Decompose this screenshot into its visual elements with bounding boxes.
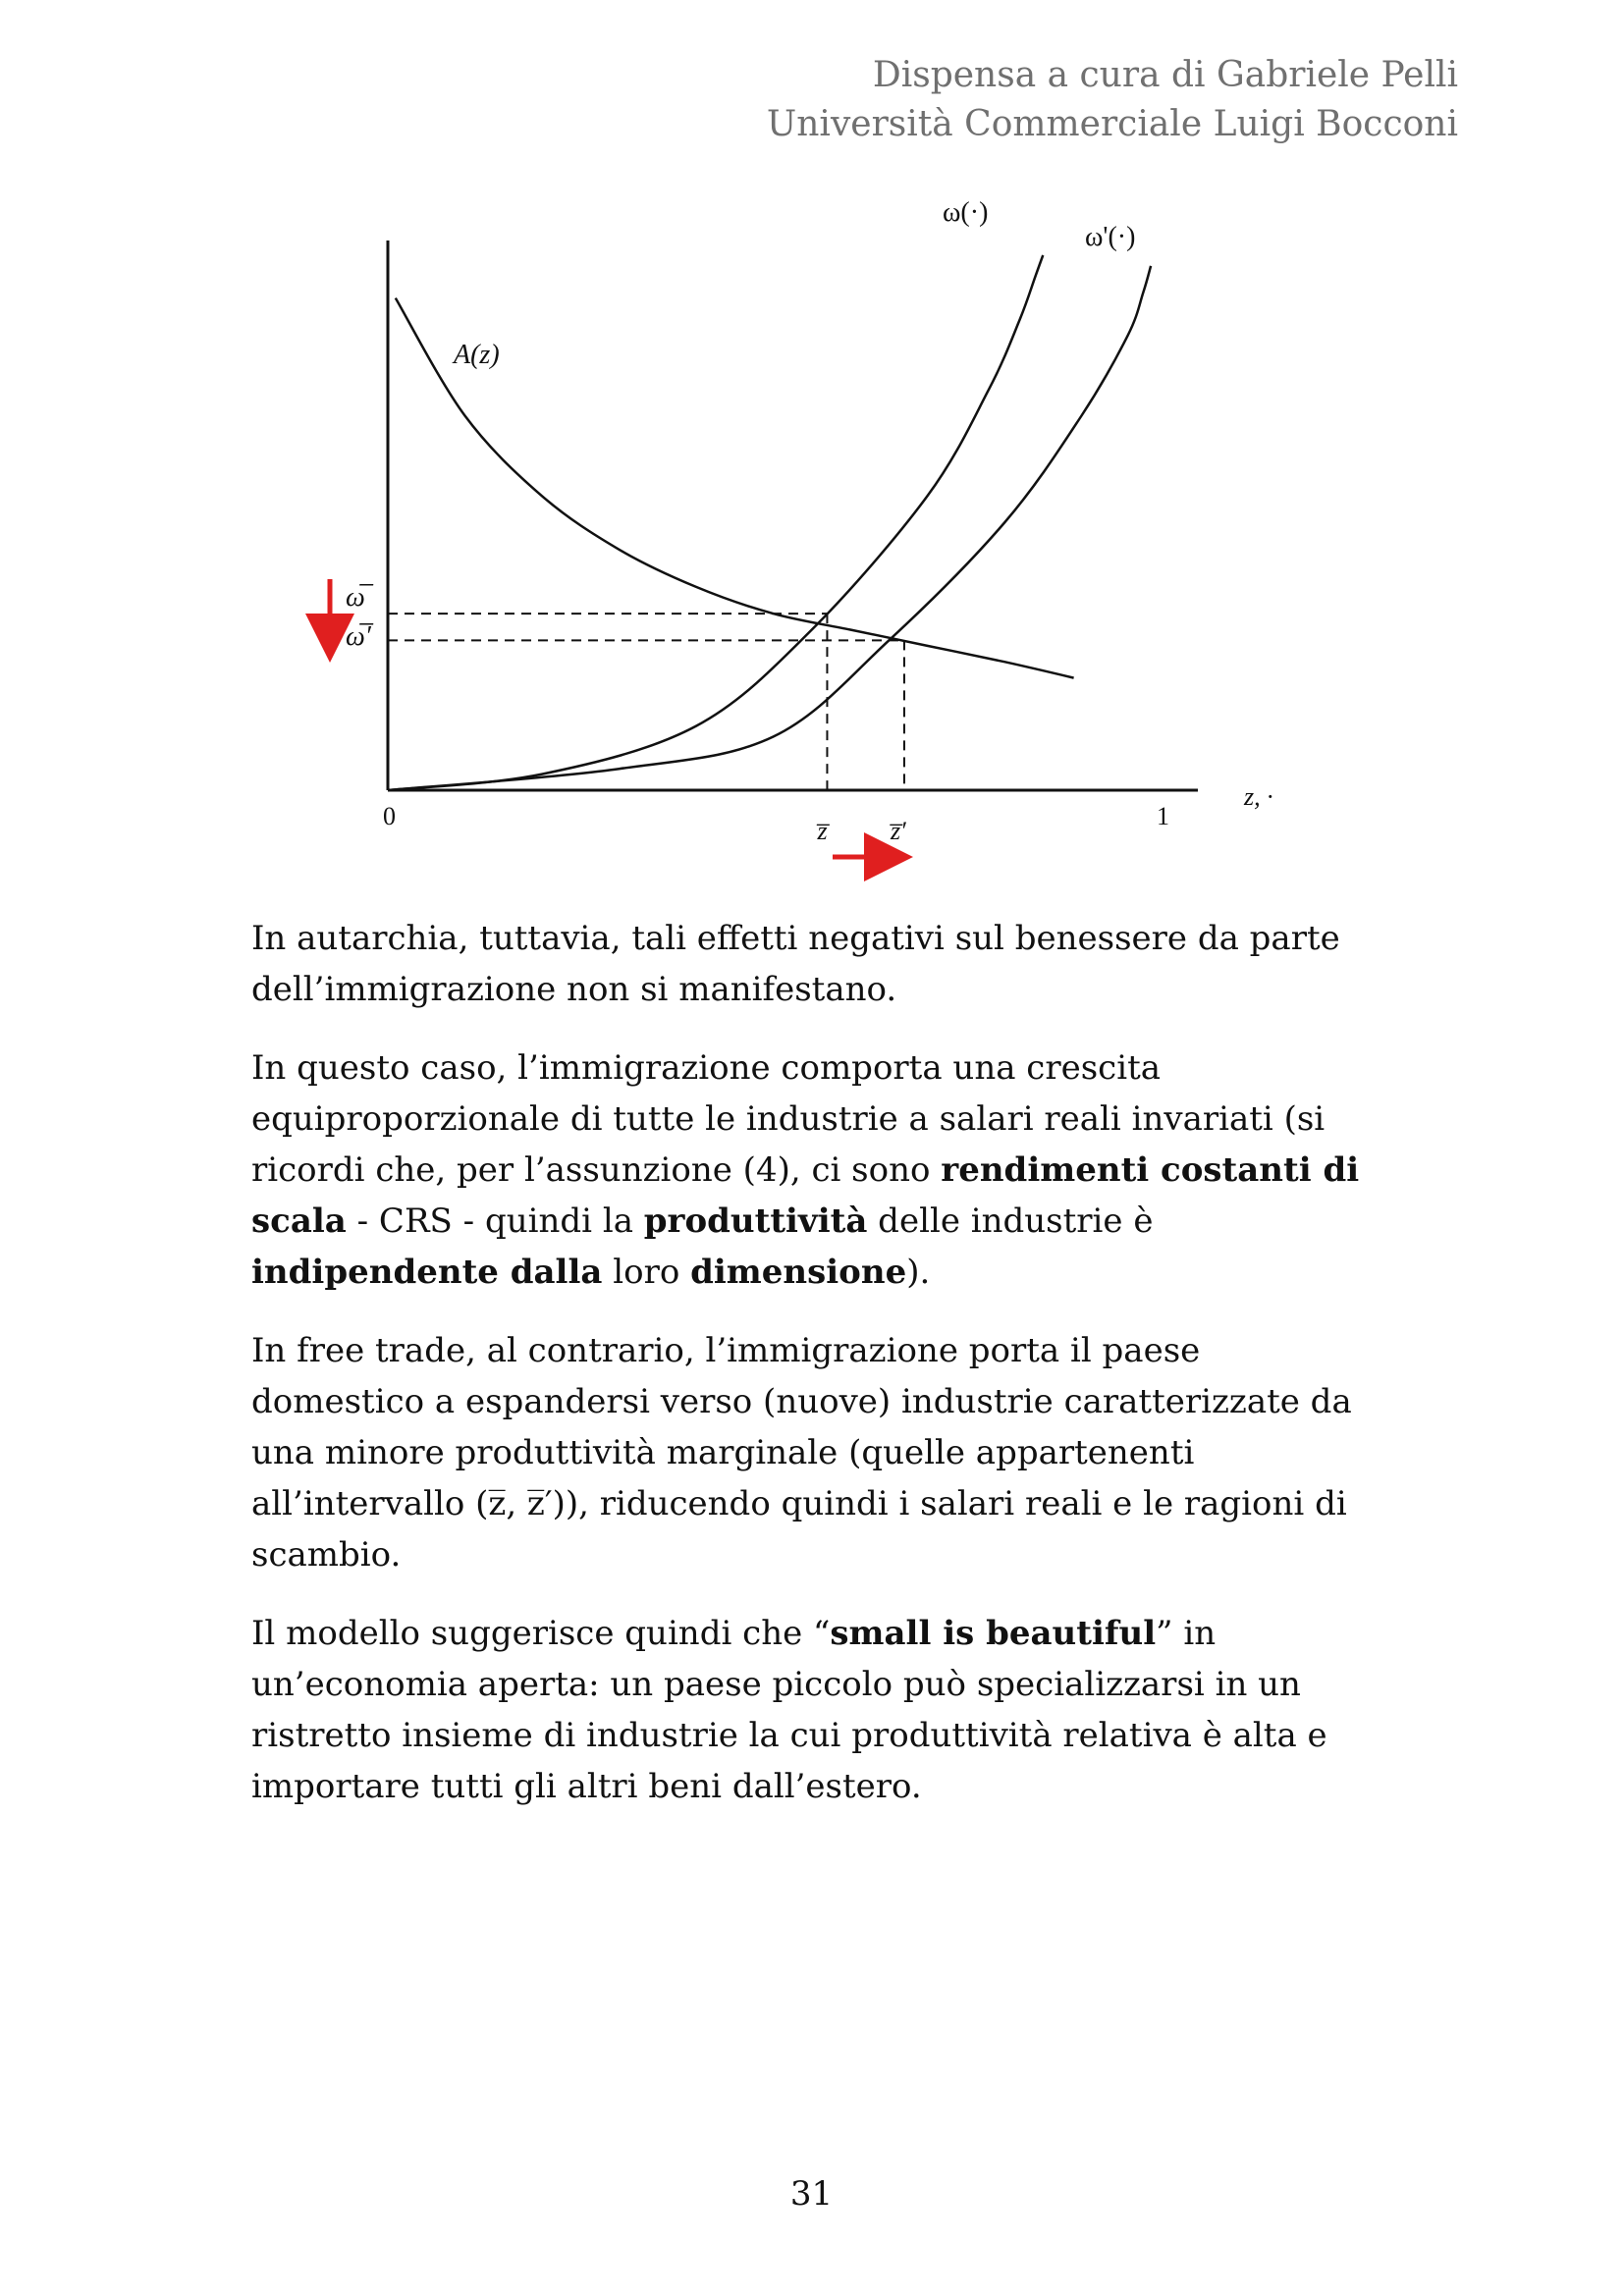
equilibrium-figure — [295, 182, 1335, 888]
text-run: Il modello suggerisce quindi che “ — [251, 1614, 831, 1653]
bold-dimension: dimensione — [690, 1253, 907, 1292]
x-marker-z-bar: z̅ — [817, 817, 828, 845]
x-tick-1: 1 — [1157, 802, 1169, 830]
text-run: loro — [602, 1253, 691, 1292]
label-curve-omega-prime: ω'(·) — [1085, 222, 1136, 252]
text-run: - CRS - quindi la — [346, 1201, 644, 1241]
label-curve-omega: ω(·) — [943, 197, 989, 228]
paragraph-free-trade: In free trade, al contrario, l’immigrazione porta il paese domestico a espandersi verso (nuove) industrie caratterizzate da una minore produttività marginale (quelle appartenenti all’intervallo (z̅, z̅′)), riducendo quindi i salari reali e le ragioni di scambio. — [251, 1331, 1352, 1575]
page-header — [767, 51, 1458, 149]
text-run: ” in un’economia aperta: un paese piccolo può specializzarsi in un ristretto insieme di industrie la cui produttività relativa è alta e importare tutti gli altri beni dall’estero. — [251, 1614, 1327, 1806]
text-run: ). — [906, 1253, 931, 1292]
bold-independent: indipendente dalla — [251, 1253, 603, 1292]
bold-productivity: produttività — [643, 1201, 868, 1241]
equilibrium-chart — [295, 182, 1335, 888]
header-line-university: Università Commerciale Luigi Bocconi — [766, 104, 1458, 144]
bold-crs: rendimenti costanti di scala — [251, 1150, 1360, 1241]
page-number: 31 — [789, 2174, 834, 2214]
label-curve-a: A(z) — [454, 340, 500, 370]
bold-small-is-beautiful: small is beautiful — [830, 1614, 1157, 1653]
paragraph-immigration-crs — [251, 1042, 1380, 1298]
text-run: delle industrie è — [867, 1201, 1154, 1241]
header-line-author: Dispensa a cura di Gabriele Pelli — [872, 55, 1458, 95]
x-marker-z-bar-prime: z̅′ — [890, 817, 906, 845]
paragraph-small-is-beautiful — [251, 1608, 1380, 1812]
y-marker-omega-bar-prime: ω̅′ — [346, 621, 371, 652]
curve-omega-prime — [388, 266, 1151, 790]
y-marker-omega-bar: ω̅ — [346, 582, 365, 613]
curve-omega — [388, 255, 1043, 790]
text-run: In questo caso, l’immigrazione comporta una crescita equiproporzionale di tutte le industrie a salari reali invariati (si ricordi che, per l’assunzione (4), ci sono — [251, 1048, 1325, 1190]
x-tick-0: 0 — [383, 802, 396, 830]
paragraph-autarky: In autarchia, tuttavia, tali effetti negativi sul benessere da parte dell’immigrazione non si manifestano. — [251, 919, 1340, 1009]
body-text — [251, 913, 1380, 1840]
x-axis-label: z, · — [1244, 782, 1273, 811]
